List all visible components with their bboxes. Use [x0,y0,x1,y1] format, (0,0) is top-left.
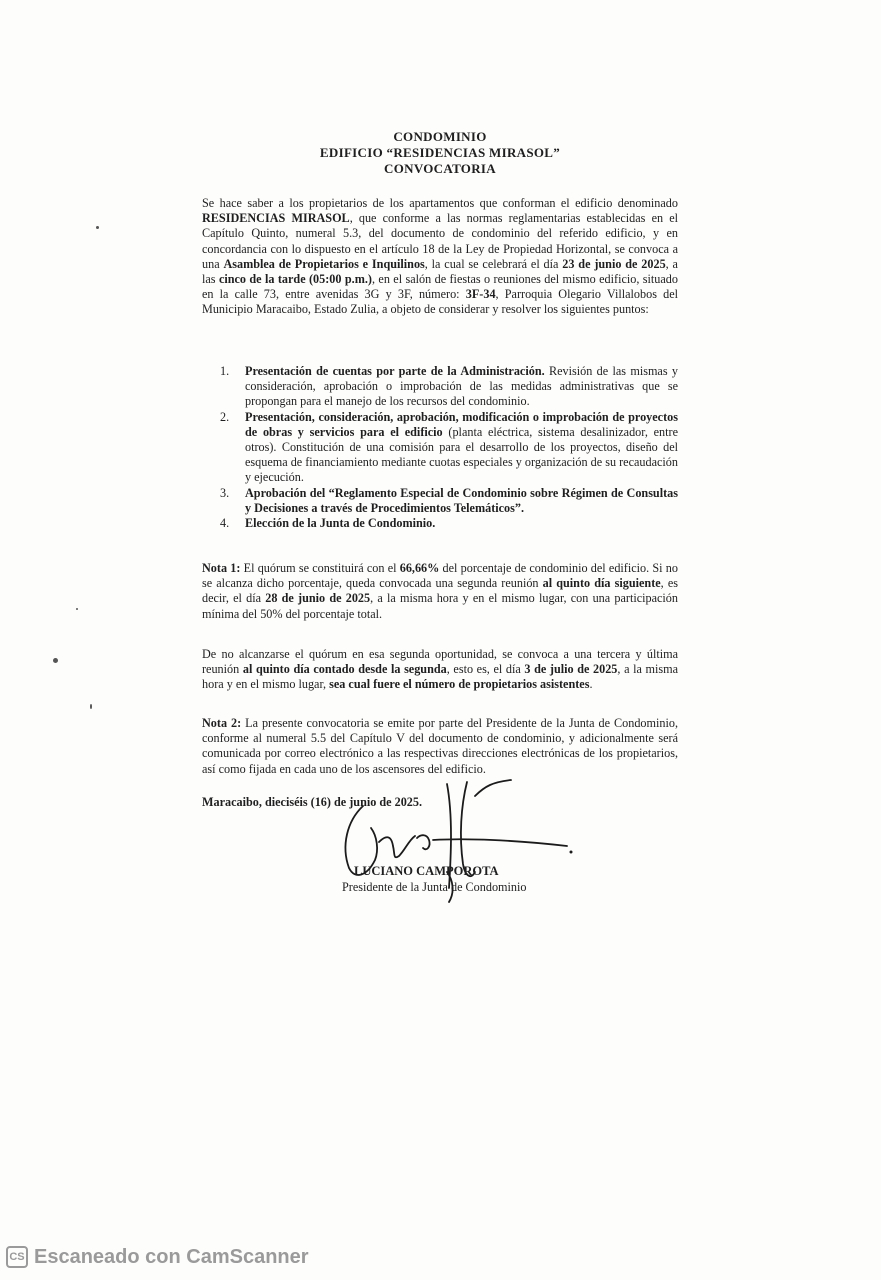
para2-bold-any-number: sea cual fuere el número de propietarios asistentes [329,677,590,692]
intro-text-5: , en el salón de fiestas o reuniones del mismo edificio, situado en la calle 73, entre avenidas 3G y 3F, número: [202,272,678,302]
note-1-bold-fifth-day: al quinto día siguiente [542,576,661,591]
para2-text-2: , esto es, el día [446,662,525,677]
intro-paragraph [202,196,678,318]
para2-bold-date: 3 de julio de 2025 [524,662,618,677]
agenda-item-bold: Aprobación del “Reglamento Especial de Condominio sobre Régimen de Consultas y Decisiones a través de Procedimientos Telemáticos”. [245,485,678,515]
para2-text-3: , a la misma hora y en el mismo lugar, [202,662,679,692]
signer-name: LUCIANO CAMPOROTA [354,864,499,878]
note-1-text-1: El quórum se constituirá con el [240,561,400,575]
agenda-item [220,410,678,486]
agenda-item-bold: Presentación de cuentas por parte de la Administración. [245,364,545,378]
para2-bold-fifth-day: al quinto día contado desde la segunda [242,662,447,677]
note-1-text-4: , a la misma hora y en el mismo lugar, con una participación mínima del 50% del porcentaje total. [202,591,678,621]
agenda-item-number: 4. [220,516,230,531]
agenda-item-text: Revisión de las mismas y consideración, aprobación o improbación de las medidas administrativas que se propongan para el manejo de los recursos del condominio. [245,364,679,409]
header-convocatoria: CONVOCATORIA [384,161,496,176]
note-1-text-2: del porcentaje de condominio del edificio. Si no se alcanza dicho porcentaje, queda convocada una segunda reunión [202,561,678,591]
intro-bold-number: 3F-34 [465,287,496,302]
agenda-item-number: 3. [220,485,230,500]
header-condominio: CONDOMINIO [393,129,487,144]
intro-text-4: , a las [202,256,678,287]
intro-bold-time: cinco de la tarde (05:00 p.m.) [218,272,372,287]
note-2-text: La presente convocatoria se emite por parte del Presidente de la Junta de Condominio, conforme al numeral 5.5 del Capítulo V del documento de condominio, y adicionalmente será comunicada por correo electrónico a las respectivas direcciones electrónicas de los propietarios, así como fijada en cada uno de los ascensores del edificio. [202,716,678,776]
agenda-item-number: 1. [220,364,230,378]
note-2-paragraph [202,716,678,777]
intro-text-3: , la cual se celebrará el día [424,256,563,271]
scan-speck [53,658,58,663]
scan-speck [96,226,99,229]
agenda-item-bold: Presentación, consideración, aprobación, modificación o improbación de proyectos de obras y servicios para el edificio [245,409,678,439]
place-and-date: Maracaibo, dieciséis (16) de junio de 2025. [202,795,423,809]
agenda-item [220,516,678,531]
agenda-item-text: (planta eléctrica, sistema desalinizador, entre otros). Constitución de una comisión para el desarrollo de los proyectos, diseño del esquema de financiamiento mediante cuotas especiales y organización de su recaudación y ejecución. [245,424,678,485]
agenda-item [220,364,678,410]
intro-text-1: Se hace saber a los propietarios de los apartamentos que conforman el edificio denominado [202,196,678,210]
intro-bold-date: 23 de junio de 2025 [562,256,666,271]
note-1-bold-date: 28 de junio de 2025 [265,591,371,606]
watermark-text: Escaneado con CamScanner [34,1245,309,1268]
intro-bold-building: RESIDENCIAS MIRASOL [202,211,350,226]
scan-speck [90,704,92,709]
intro-bold-assembly: Asamblea de Propietarios e Inquilinos [223,256,425,271]
document-header [200,129,680,177]
intro-text-2: , que conforme a las normas reglamentarias establecidas en el Capítulo Quinto, numeral 5.3, del documento de condominio del referido edificio, y en concordancia con lo dispuesto en el artículo 18 de la Ley de Propiedad Horizontal, se convoca a una [202,211,679,271]
note-2-label: Nota 2: [202,716,242,730]
signer-title: Presidente de la Junta de Condominio [342,880,527,894]
agenda-item-number: 2. [220,409,230,424]
scan-speck [76,608,78,610]
agenda-item-bold: Elección de la Junta de Condominio. [245,516,436,531]
note-1-bold-quorum: 66,66% [399,561,440,575]
third-meeting-paragraph [202,647,678,693]
note-1-label: Nota 1: [202,561,241,575]
note-1-paragraph [202,561,678,622]
note-1-text-3: , es decir, el día [202,576,678,606]
camscanner-watermark [6,1244,309,1270]
intro-text-6: , Parroquia Olegario Villalobos del Municipio Maracaibo, Estado Zulia, a objeto de considerar y resolver los siguientes puntos: [202,287,678,317]
agenda-list [220,364,678,531]
para2-text-1: De no alcanzarse el quórum en esa segunda oportunidad, se convoca a una tercera y última reunión [202,647,678,677]
para2-text-4: . [589,677,593,692]
camscanner-logo-icon: CS [6,1246,28,1268]
header-building-name: EDIFICIO “RESIDENCIAS MIRASOL” [319,145,561,160]
agenda-item [220,486,678,516]
